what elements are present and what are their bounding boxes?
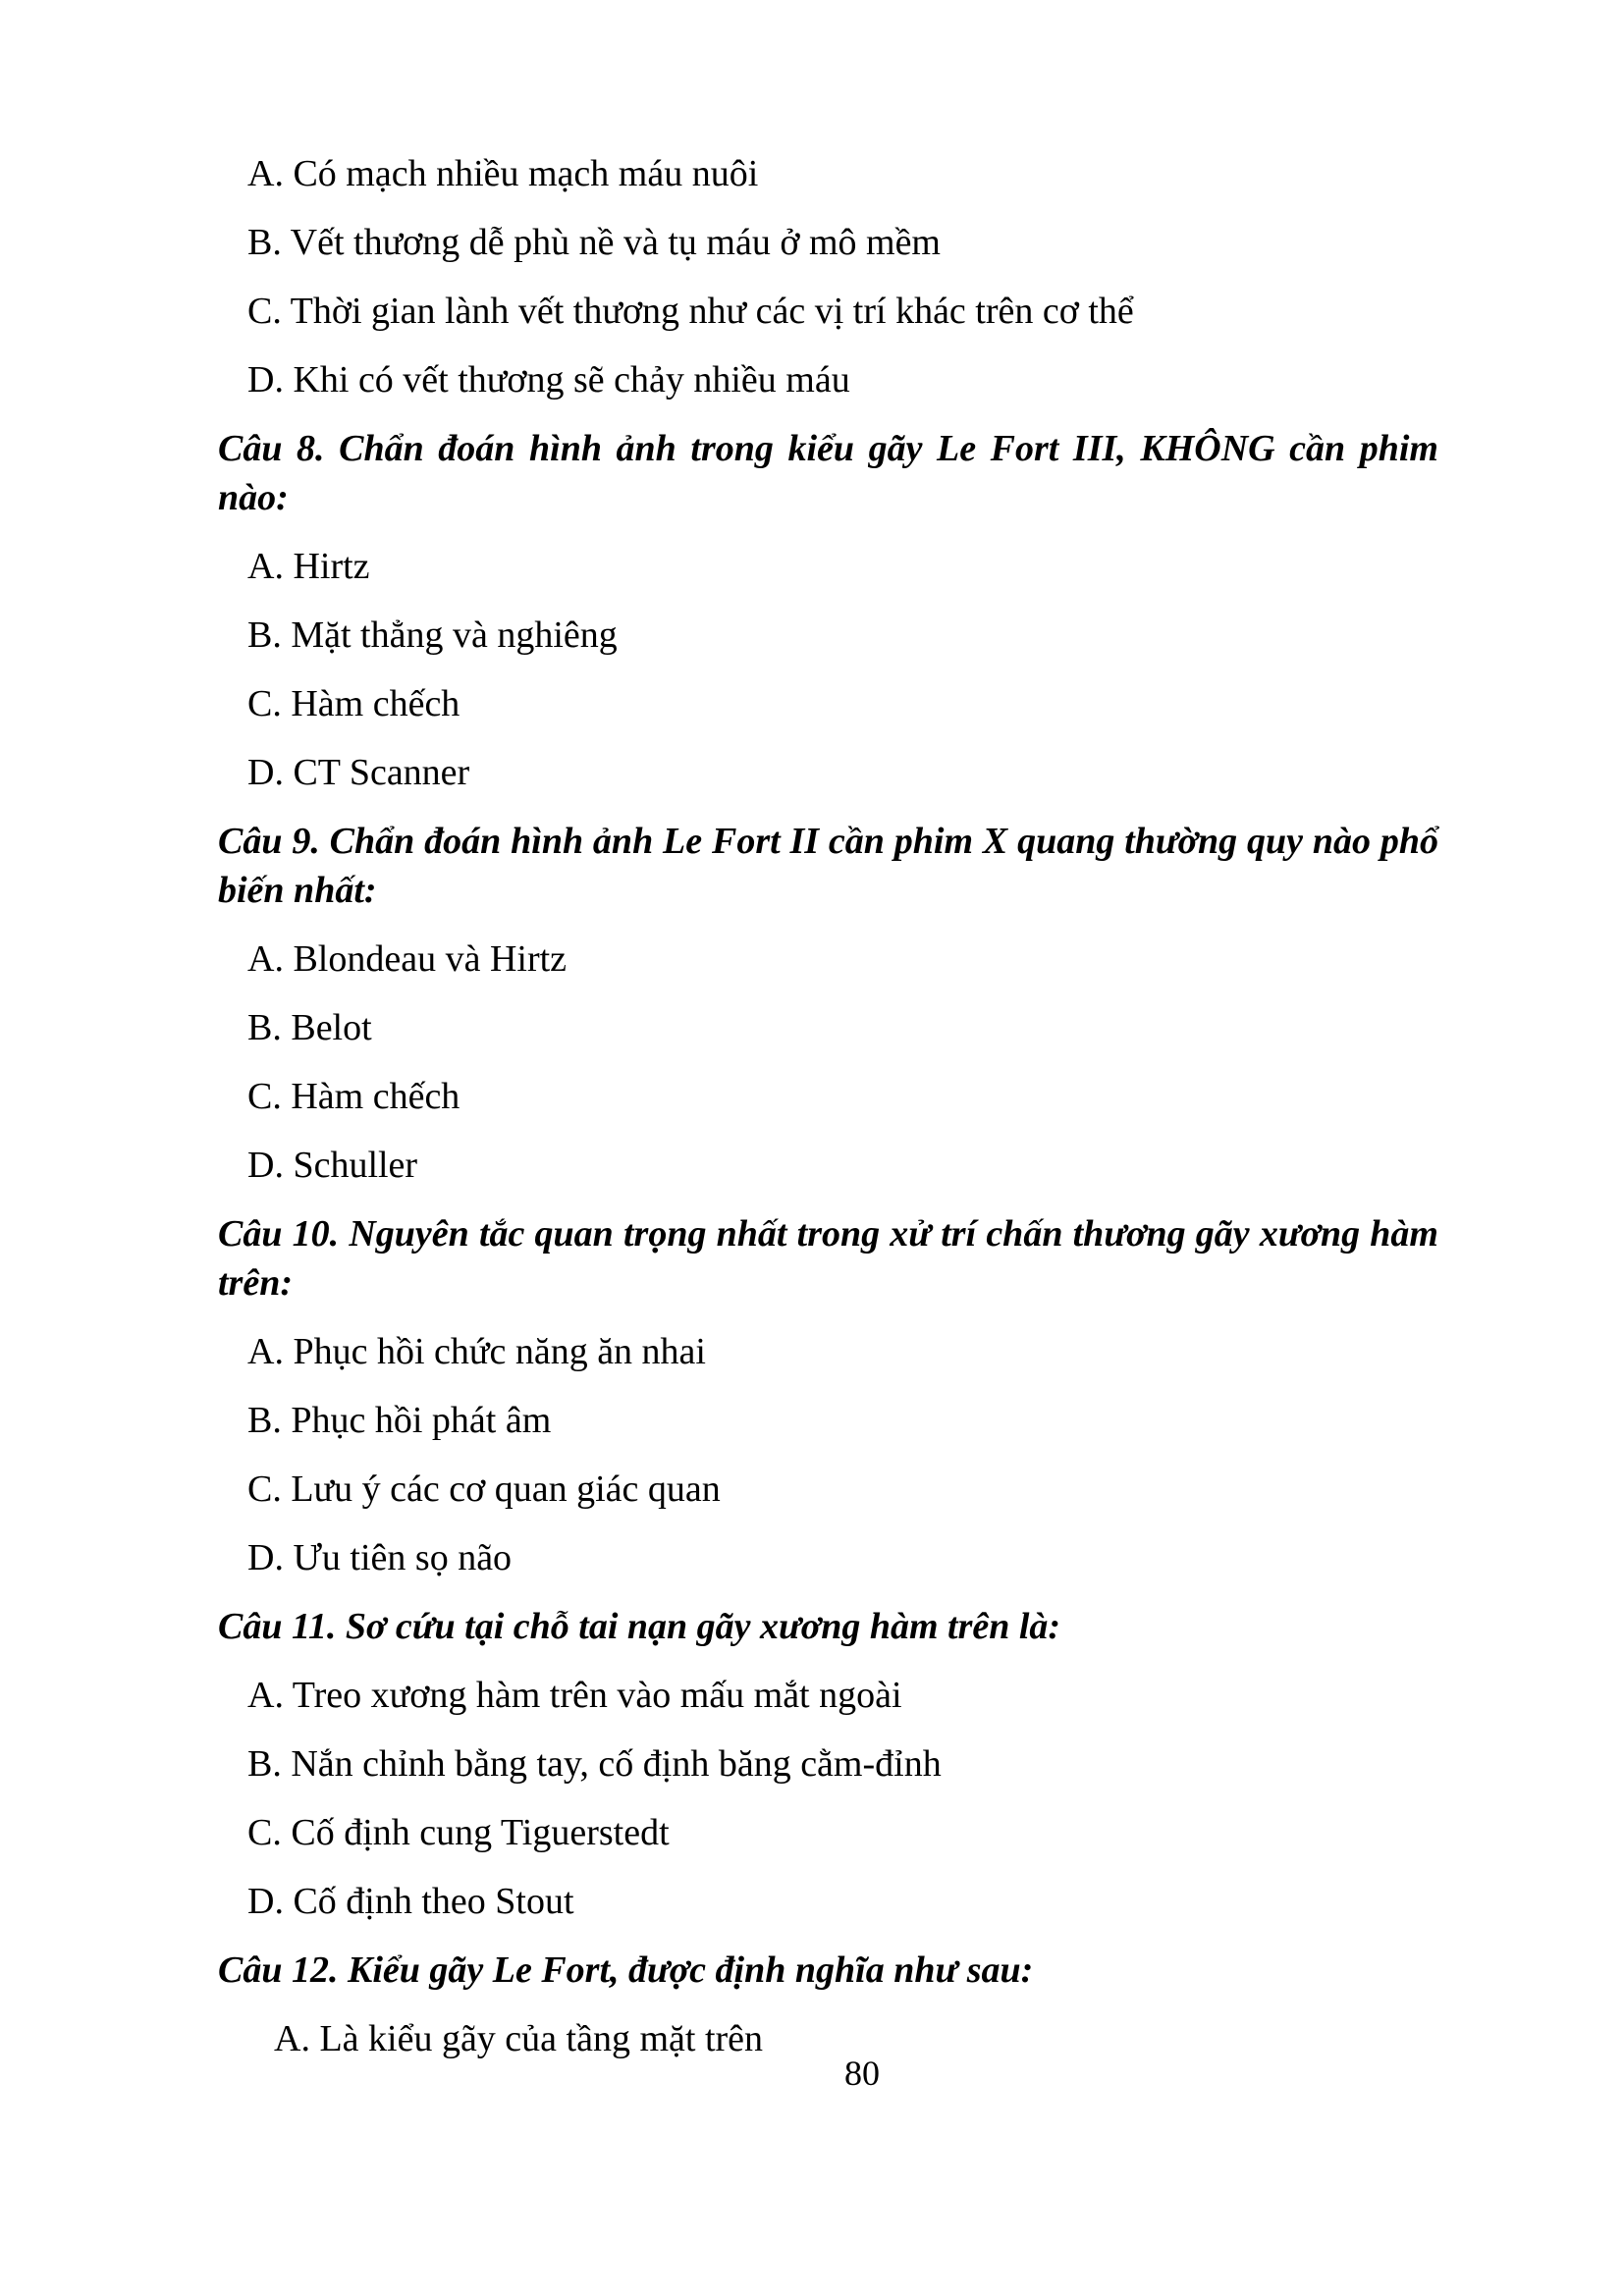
answer-option: C. Hàm chếch (247, 1076, 460, 1117)
answer-option: B. Phục hồi phát âm (247, 1400, 552, 1441)
answer-option: C. Cố định cung Tiguerstedt (247, 1812, 670, 1853)
answer-option: A. Treo xương hàm trên vào mấu mắt ngoài (247, 1675, 902, 1716)
answer-option: A. Hirtz (247, 546, 370, 587)
answer-option: A. Blondeau và Hirtz (247, 938, 568, 980)
answer-option: D. Cố định theo Stout (247, 1881, 574, 1922)
answer-option: C. Lưu ý các cơ quan giác quan (247, 1468, 721, 1510)
answer-option: B. Nắn chỉnh bằng tay, cố định băng cằm-đỉnh (247, 1743, 942, 1785)
answer-option: D. Schuller (247, 1145, 418, 1186)
answer-option: A. Phục hồi chức năng ăn nhai (247, 1331, 706, 1372)
page-number: 80 (844, 2054, 880, 2093)
answer-option: A. Có mạch nhiều mạch máu nuôi (247, 153, 759, 194)
answer-option: C. Hàm chếch (247, 683, 460, 724)
answer-option: C. Thời gian lành vết thương như các vị trí khác trên cơ thể (247, 291, 1134, 332)
question-heading-cau-10: Câu 10. Nguyên tắc quan trọng nhất trong xử trí chấn thương gãy xương hàm trên: (218, 1213, 1438, 1304)
question-heading-cau-11: Câu 11. Sơ cứu tại chỗ tai nạn gãy xương hàm trên là: (218, 1606, 1061, 1647)
answer-option: D. Khi có vết thương sẽ chảy nhiều máu (247, 359, 850, 400)
answer-option: B. Mặt thẳng và nghiêng (247, 614, 618, 656)
answer-option: B. Belot (247, 1007, 372, 1048)
answer-option: B. Vết thương dễ phù nề và tụ máu ở mô mềm (247, 222, 941, 263)
answer-option: D. CT Scanner (247, 752, 470, 793)
question-heading-cau-9: Câu 9. Chẩn đoán hình ảnh Le Fort II cần phim X quang thường quy nào phổ biến nhất: (218, 821, 1438, 911)
answer-option: A. Là kiểu gãy của tầng mặt trên (274, 2018, 764, 2059)
question-heading-cau-12: Câu 12. Kiểu gãy Le Fort, được định nghĩa như sau: (218, 1949, 1034, 1991)
document-body (218, 149, 1438, 2083)
question-heading-cau-8: Câu 8. Chẩn đoán hình ảnh trong kiểu gãy Le Fort III, KHÔNG cần phim nào: (218, 428, 1438, 518)
answer-option: D. Ưu tiên sọ não (247, 1537, 513, 1578)
